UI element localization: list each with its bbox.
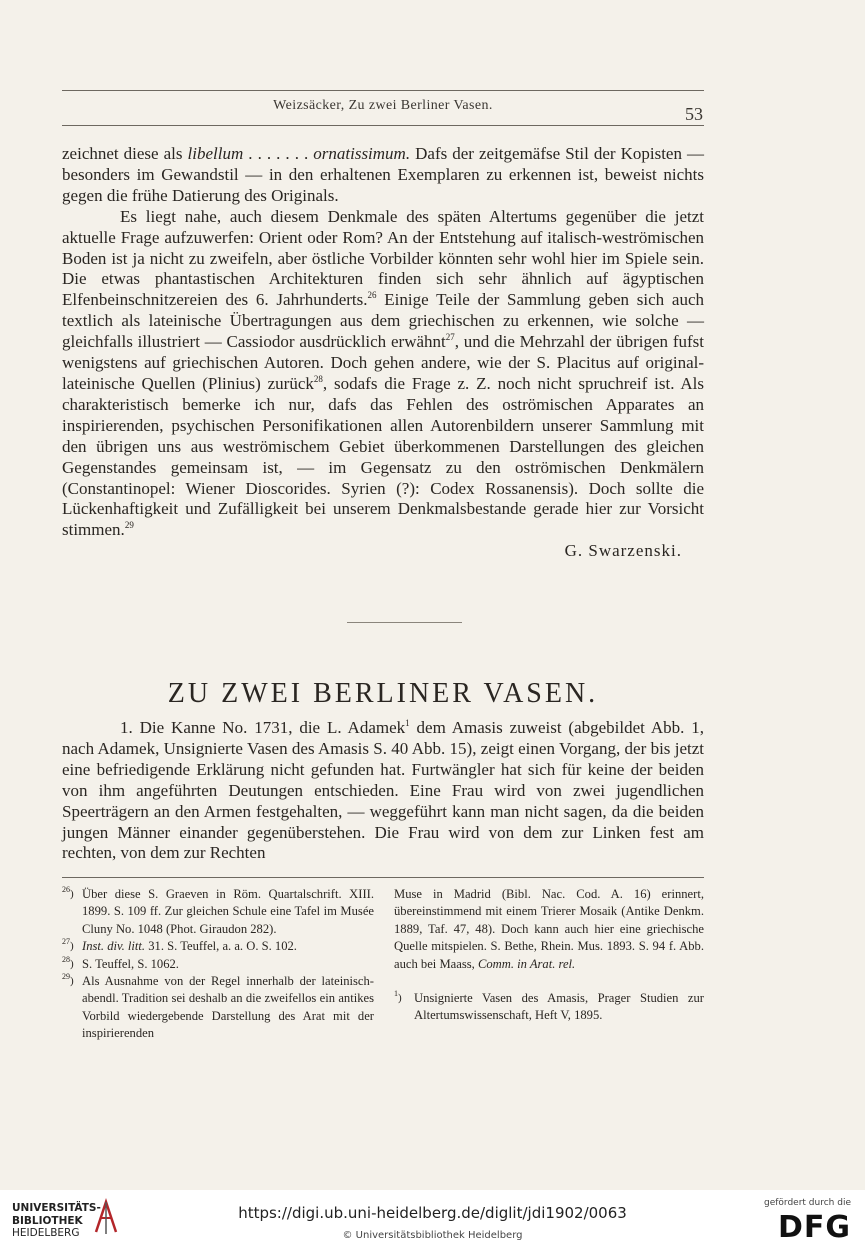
author-signature: G. Swarzenski. [564, 541, 682, 561]
paragraph: Es liegt nahe, auch diesem Denkmale des späten Altertums gegenüber die jetzt aktuelle Frage aufzuwerfen: Orient oder Rom? An der Entstehung auf italisch-weströmischen Boden ist ja nicht zu zweifeln, aber östliche Vorbilder könnten sehr wohl hier im Spiele sein. Die etwas phantastischen Architekturen finden sich sehr ähnlich auf ägyptischen Elfenbeinschnitzereien des 6. Jahrhunderts.$^{26}$ Einige Teile der Sammlung geben sich auch textlich als lateinische Übertragungen aus dem griechischen zu erkennen, wie solche — gleichfalls illustriert — Cassiodor ausdrücklich erwähnt$^{27}$, und die Mehrzahl der übrigen fufst wenigstens auf griechischen Autoren. Doch gehen andere, wie der S. Placitus auf original-lateinische Quellen (Plinius) zurück$^{28}$, sodafs die Frage z. Z. noch nicht spruchreif ist. Als charakteristisch bemerke ich nur, dafs das Fehlen des oströmischen Apparates an inspirierenden, psychischen Personifikationen allen Autorenbildern unserer Sammlung mit den übrigen uns aus weströmischem Gebiet überkommenen Darstellungen des gleichen Gegenstandes gemeinsam ist, — im Gegensatz zu den oströmischen Denkmälern (Constantinopel: Wiener Dioscorides. Syrien (?): Codex Rossanensis). Doch sollte die Lückenhaftigkeit und Zufälligkeit bei unserem Denkmalsbestande gerade hier zur Vorsicht stimmen.$^{29}$ [62, 206, 705, 540]
footnote-rule [62, 877, 704, 878]
page-number: 53 [685, 104, 703, 124]
footnote: $^{29}$) Als Ausnahme von der Regel innerhalb der lateinisch-abendl. Tradition sei deshalb an die zweifellos ein antikes Vorbild wiedergebende Darstellung des Arat mit der inspirierenden [62, 972, 374, 1041]
header-rule-bottom [62, 125, 704, 126]
footnote: $^{26}$) Über diese S. Graeven in Röm. Quartalschrift. XIII. 1899. S. 109 ff. Zur gleichen Schule eine Tafel im Musée Cluny No. 1048 (Phot. Giraudon 282). [62, 885, 374, 936]
paragraph: zeichnet diese als libellum . . . . . . . ornatissimum. Dafs der zeitgemäfse Stil der Kopisten — besonders im Gewandstil — in den erhaltenen Exemplaren zu erkennen ist, beweist nichts gegen die frühe Datierung des Originals. [62, 144, 705, 205]
footnote-ref[interactable]: 26 [367, 290, 377, 301]
footnote-ref[interactable]: 1 [405, 718, 410, 728]
library-logo[interactable]: UNIVERSITÄTS- BIBLIOTHEK HEIDELBERG [12, 1202, 101, 1239]
footnote: $^1$) Unsignierte Vasen des Amasis, Prager Studien zur Altertumswissenschaft, Heft V, 1895. [394, 989, 704, 1023]
footnotes-left-column [62, 886, 374, 1043]
footnote-ref[interactable]: 28 [313, 373, 323, 384]
section-title: ZU ZWEI BERLINER VASEN. [167, 678, 599, 709]
section-body [62, 718, 704, 864]
footnote-continuation: Muse in Madrid (Bibl. Nac. Cod. A. 16) erinnert, übereinstimmend mit einem Trierer Mosaik (Antike Denkm. 1889, Taf. 47, 48). Doch kann auch hier eine griechische Quelle mitspielen. S. Bethe, Rhein. Mus. 1893. S. 94 f. Abb. auch bei Maass, Comm. in Arat. rel. [394, 887, 704, 971]
copyright-notice: © Universitätsbibliothek Heidelberg [342, 1230, 523, 1241]
article-continuation [62, 144, 704, 562]
running-head: Weizsäcker, Zu zwei Berliner Vasen. [273, 98, 493, 113]
footnote-ref[interactable]: 27 [445, 332, 455, 343]
footnotes-right-column [394, 886, 704, 1025]
header-rule-top [62, 90, 704, 91]
paragraph: 1. Die Kanne No. 1731, die L. Adamek$^1$ dem Amasis zuweist (abgebildet Abb. 1, nach Adamek, Unsignierte Vasen des Amasis S. 40 Abb. 15), zeigt einen Vorgang, der bis jetzt eine befriedigende Erklärung nicht gefunden hat. Furtwängler hat sich für keine der beiden von ihm angeführten Deutungen entschieden. Eine Frau wird von zwei jugendlichen Speerträgern an den Armen festgehalten, — weggeführt kann man nicht sagen, da die beiden jungen Männer einander gegenüberstehen. Die Frau wird von dem zur Linken fest am rechten, von dem zur Rechten [62, 718, 704, 863]
funding-note: gefördert durch die [764, 1198, 851, 1208]
footnote: $^{28}$) S. Teuffel, S. 1062. [62, 954, 179, 971]
viewer-footer [0, 1190, 865, 1252]
footnote: $^{27}$) Inst. div. litt. 31. S. Teuffel, a. a. O. S. 102. [62, 937, 297, 954]
section-divider [347, 622, 462, 623]
dfg-logo[interactable]: DFG [777, 1210, 851, 1245]
footnote-ref[interactable]: 29 [124, 520, 134, 531]
permalink-url[interactable]: https://digi.ub.uni-heidelberg.de/diglit/jdi1902/0063 [238, 1204, 627, 1222]
